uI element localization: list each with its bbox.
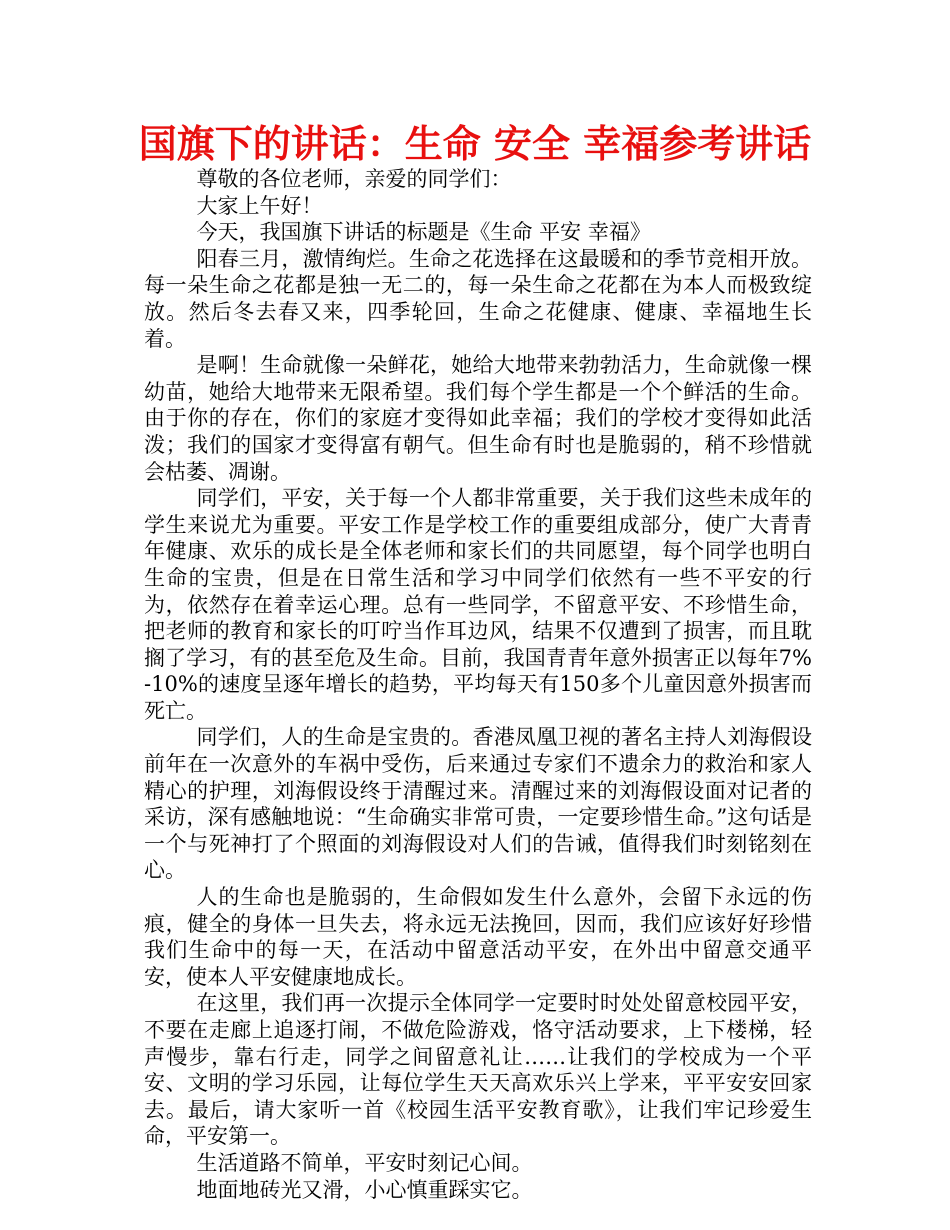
document-title: 国旗下的讲话：生命 安全 幸福参考讲话: [138, 122, 812, 166]
body-paragraph: 同学们，平安，关于每一个人都非常重要，关于我们这些未成年的学生来说尤为重要。平安工作是学校工作的重要组成部分，使广大青青年健康、欢乐的成长是全体老师和家长们的共同愿望，每个同学也明白生命的宝贵，但是在日常生活和学习中同学们依然有一些不平安的行为，依然存在着幸运心理。总有一些同学，不留意平安、不珍惜生命，把老师的教育和家长的叮咛当作耳边风，结果不仅遭到了损害，而且耽搁了学习，有的甚至危及生命。目前，我国青青年意外损害正以每年7%-10%的速度呈逐年增长的趋势，平均每天有150多个儿童因意外损害而死亡。: [144, 486, 812, 723]
body-paragraph: 是啊！生命就像一朵鲜花，她给大地带来勃勃活力，生命就像一棵幼苗，她给大地带来无限希望。我们每个学生都是一个个鲜活的生命。由于你的存在，你们的家庭才变得如此幸福；我们的学校才变得如此活泼；我们的国家才变得富有朝气。但生命有时也是脆弱的，稍不珍惜就会枯萎、凋谢。: [144, 353, 812, 484]
document-body: [144, 166, 812, 1203]
verse-line: 生活道路不简单，平安时刻记心间。: [196, 1150, 533, 1175]
verse-line: 地面地砖光又滑，小心慎重踩实它。: [196, 1177, 533, 1202]
body-paragraph: 在这里，我们再一次提示全体同学一定要时时处处留意校园平安，不要在走廊上追逐打闹，不做危险游戏，恪守活动要求，上下楼梯，轻声慢步，靠右行走，同学之间留意礼让……让我们的学校成为一个平安、文明的学习乐园，让每位学生天天高欢乐兴上学来，平平安安回家去。最后，请大家听一首《校园生活平安教育歌》，让我们牢记珍爱生命，平安第一。: [144, 991, 812, 1149]
body-paragraph: 阳春三月，激情绚烂。生命之花选择在这最暖和的季节竞相开放。每一朵生命之花都是独一无二的，每一朵生命之花都在为本人而极致绽放。然后冬去春又来，四季轮回，生命之花健康、健康、幸福地生长着。: [144, 246, 812, 351]
body-paragraph: 同学们，人的生命是宝贵的。香港凤凰卫视的著名主持人刘海假设前年在一次意外的车祸中受伤，后来通过专家们不遗余力的救治和家人精心的护理，刘海假设终于清醒过来。清醒过来的刘海假设面对记者的采访，深有感触地说：“生命确实非常可贵，一定要珍惜生命。”这句话是一个与死神打了个照面的刘海假设对人们的告诫，值得我们时刻铭刻在心。: [144, 725, 812, 883]
salutation-paragraph: 尊敬的各位老师，亲爱的同学们：: [196, 167, 512, 191]
greeting-paragraph: 大家上午好！: [196, 193, 323, 218]
body-paragraph: 人的生命也是脆弱的，生命假如发生什么意外，会留下永远的伤痕，健全的身体一旦失去，将永远无法挽回，因而，我们应该好好珍惜我们生命中的每一天，在活动中留意活动平安，在外出中留意交通平安，使本人平安健康地成长。: [144, 885, 812, 989]
topic-paragraph: 今天，我国旗下讲话的标题是《生命 平安 幸福》: [196, 220, 651, 245]
